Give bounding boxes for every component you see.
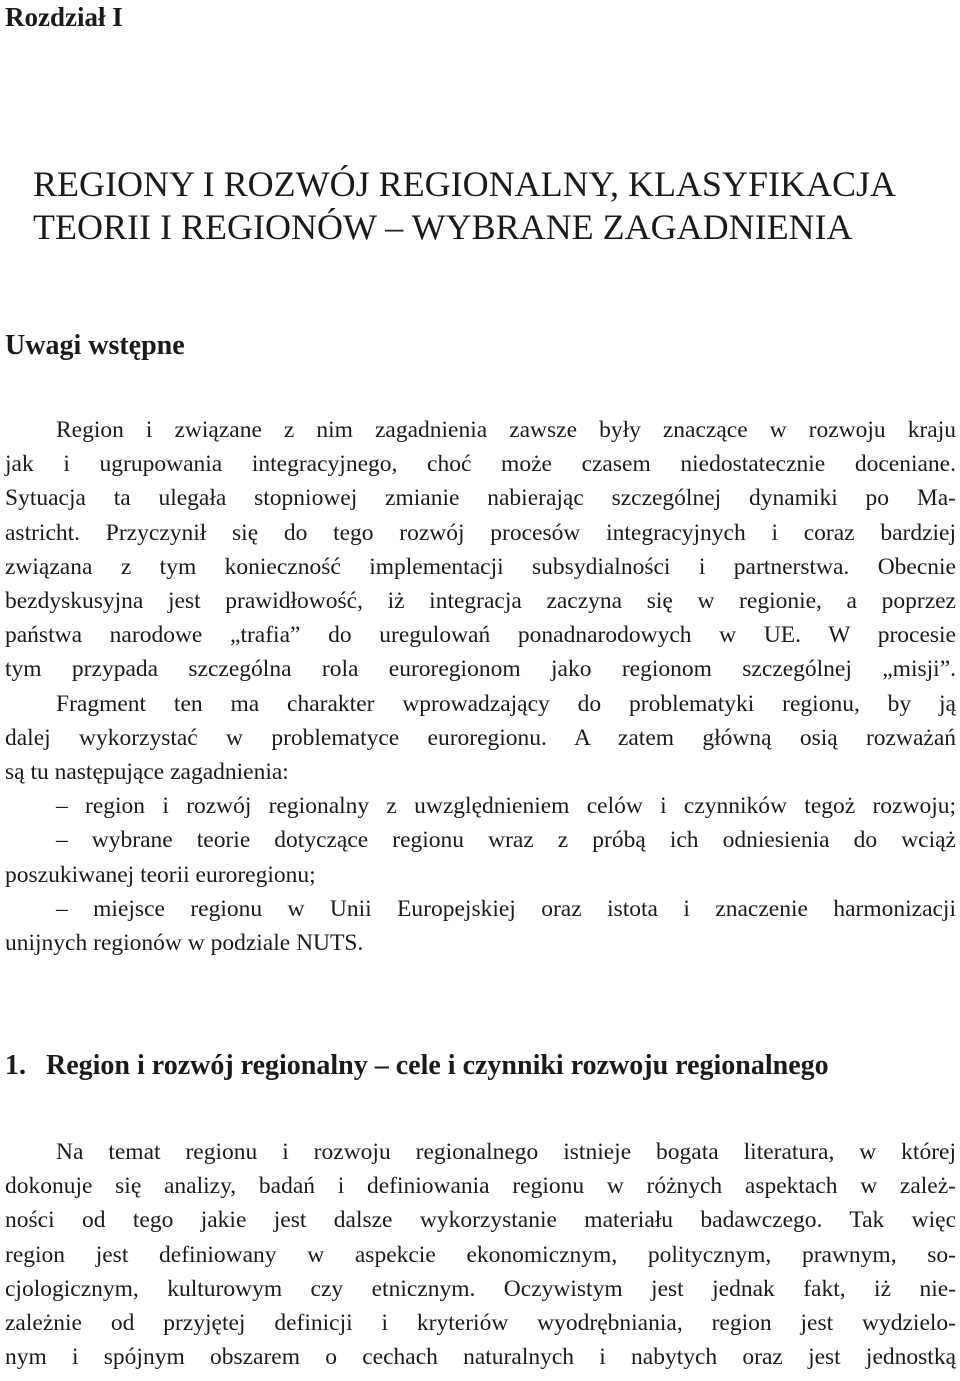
text-line: ności od tego jakie jest dalsze wykorzystanie materiału badawczego. Tak więc (5, 1207, 956, 1234)
chapter-label: Rozdział I (5, 2, 123, 32)
text-line: są tu następujące zagadnienia: (5, 759, 289, 786)
text-line: tym przypada szczególna rola euroregionom jako regionom szczególnej „misji”. (5, 656, 956, 683)
text-line: związana z tym konieczność implementacji subsydialności i partnerstwa. Obecnie (5, 553, 956, 580)
text-line: astricht. Przyczynił się do tego rozwój procesów integracyjnych i coraz bardziej (5, 519, 956, 546)
text-line: państwa narodowe „trafia” do uregulowań ponadnarodowych w UE. W procesie (5, 622, 956, 649)
text-line: Region i związane z nim zagadnienia zawsze były znaczące w rozwoju kraju (56, 417, 956, 443)
text-line: Fragment ten ma charakter wprowadzający do problematyki regionu, by ją (56, 690, 956, 717)
intro-paragraph (5, 413, 956, 960)
section-title: Region i rozwój regionalny – cele i czynniki rozwoju regionalnego (46, 1050, 829, 1081)
intro-heading: Uwagi wstępne (5, 330, 185, 361)
chapter-title-line: TEORII I REGIONÓW – WYBRANE ZAGADNIENIA (33, 207, 853, 247)
chapter-title-line: REGIONY I ROZWÓJ REGIONALNY, KLASYFIKACJA (33, 164, 896, 204)
text-line: nym i spójnym obszarem o cechach naturalnych i nabytych oraz jest jednostką (5, 1344, 956, 1371)
list-item: – wybrane teorie dotyczące regionu wraz z próbą ich odniesienia do wciąż (56, 827, 956, 854)
text-line: dalej wykorzystać w problematyce euroregionu. A zatem główną osią rozważań (5, 724, 956, 751)
text-line: region jest definiowany w aspekcie ekonomicznym, politycznym, prawnym, so- (5, 1241, 956, 1268)
chapter-title (33, 163, 896, 249)
text-line: cjologicznym, kulturowym czy etnicznym. Oczywistym jest jednak fakt, iż nie- (5, 1275, 956, 1302)
text-line: poszukiwanej teorii euroregionu; (5, 861, 316, 888)
text-line: jak i ugrupowania integracyjnego, choć może czasem niedostatecznie doceniane. (5, 451, 956, 478)
text-line: unijnych regionów w podziale NUTS. (5, 930, 364, 957)
text-line: Na temat regionu i rozwoju regionalnego istnieje bogata literatura, w której (56, 1139, 956, 1165)
text-line: bezdyskusyjna jest prawidłowość, iż integracja zaczyna się w regionie, a poprzez (5, 588, 956, 615)
text-line: dokonuje się analizy, badań i definiowania regionu w różnych aspektach w zależ- (5, 1173, 956, 1200)
section-heading (5, 1050, 829, 1082)
text-line: Sytuacja ta ulegała stopniowej zmianie nabierając szczególnej dynamiki po Ma- (5, 485, 956, 512)
list-item: – miejsce regionu w Unii Europejskiej oraz istota i znaczenie harmonizacji (56, 895, 956, 922)
list-item: – region i rozwój regionalny z uwzględnieniem celów i czynników tegoż rozwoju; (56, 793, 956, 820)
text-line: zależnie od przyjętej definicji i kryteriów wyodrębniania, region jest wydzielo- (5, 1310, 956, 1337)
section-number: 1. (5, 1050, 26, 1081)
section-paragraph (5, 1135, 956, 1374)
